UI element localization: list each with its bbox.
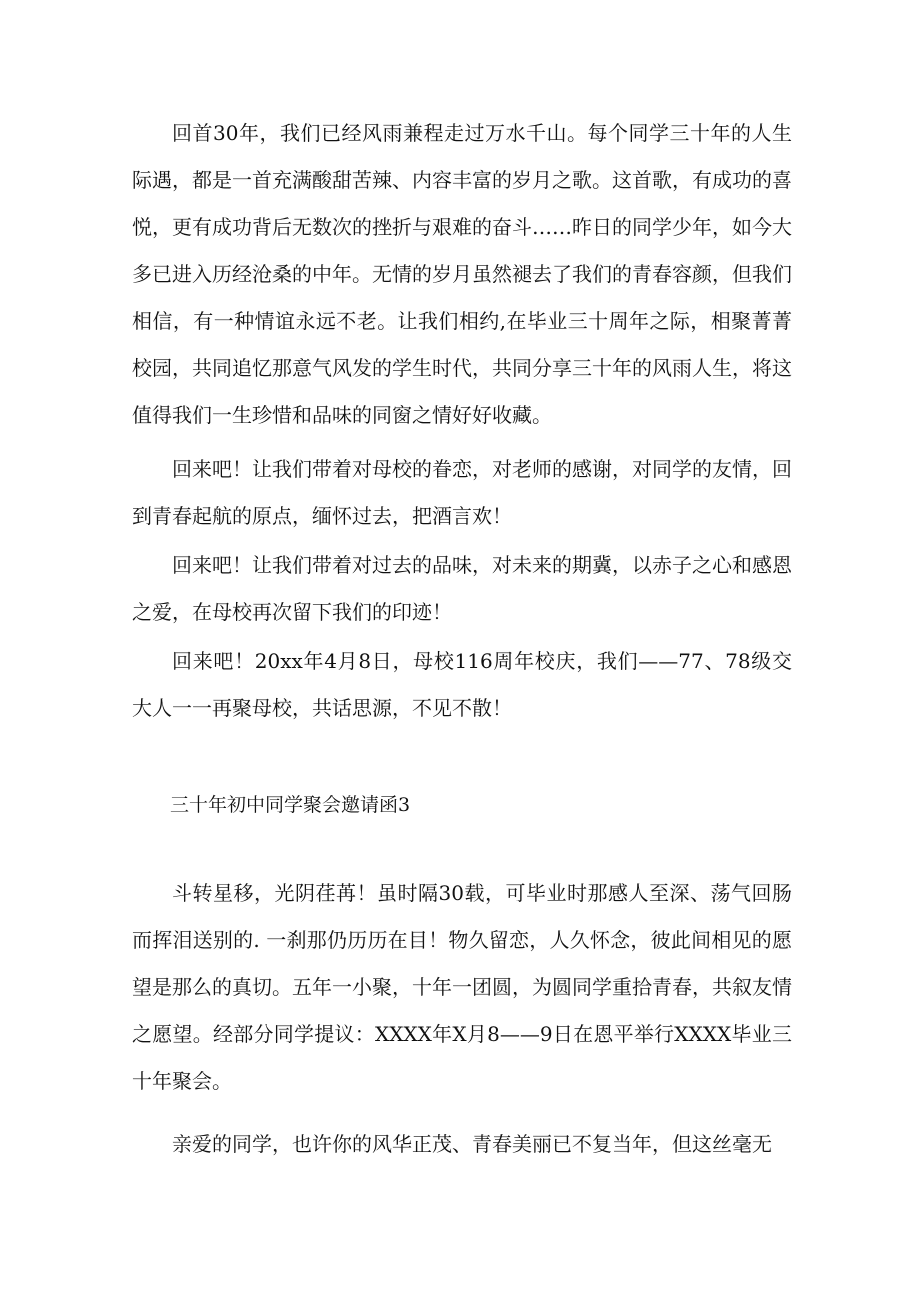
paragraph-dear-classmates <box>132 1121 792 1168</box>
paragraph-reflection <box>132 110 792 439</box>
paragraph-invitation-intro <box>132 870 792 1105</box>
paragraph-come-back-3 <box>132 638 792 732</box>
paragraph-text: 斗转星移，光阴荏苒！虽时隔30载，可毕业时那感人至深、荡气回肠而挥泪送别的. 一刹那仍历历在目！物久留恋，人久怀念，彼此间相见的愿望是那么的真切。五年一小聚，十年一团圆，为圆同学重拾青春，共叙友情之愿望。经部分同学提议：XXXX年X月8——9日在恩平举行XXXX毕业三十年聚会。 <box>132 881 792 1093</box>
paragraph-text: 回首30年，我们已经风雨兼程走过万水千山。每个同学三十年的人生际遇，都是一首充满酸甜苦辣、内容丰富的岁月之歌。这首歌，有成功的喜悦，更有成功背后无数次的挫折与艰难的奋斗……昨日的同学少年，如今大多已进入历经沧桑的中年。无情的岁月虽然褪去了我们的青春容颜，但我们相信，有一种情谊永远不老。让我们相约,在毕业三十周年之际，相聚菁菁校园，共同追忆那意气风发的学生时代，共同分享三十年的风雨人生，将这值得我们一生珍惜和品味的同窗之情好好收藏。 <box>132 121 792 427</box>
paragraph-come-back-1 <box>132 446 792 540</box>
paragraph-text: 回来吧！20xx年4月8日，母校116周年校庆，我们——77、78级交大人一一再聚母校，共话思源，不见不散！ <box>132 649 792 720</box>
section-heading-block <box>132 782 792 829</box>
paragraph-text: 回来吧！让我们带着对过去的品味，对未来的期冀，以赤子之心和感恩之爱，在母校再次留下我们的印迹！ <box>132 553 792 624</box>
paragraph-come-back-2 <box>132 542 792 636</box>
paragraph-text: 亲爱的同学，也许你的风华正茂、青春美丽已不复当年，但这丝毫无 <box>172 1132 772 1156</box>
paragraph-text: 回来吧！让我们带着对母校的眷恋，对老师的感谢，对同学的友情，回到青春起航的原点，缅怀过去，把酒言欢！ <box>132 457 792 528</box>
section-title: 三十年初中同学聚会邀请函3 <box>170 794 411 816</box>
